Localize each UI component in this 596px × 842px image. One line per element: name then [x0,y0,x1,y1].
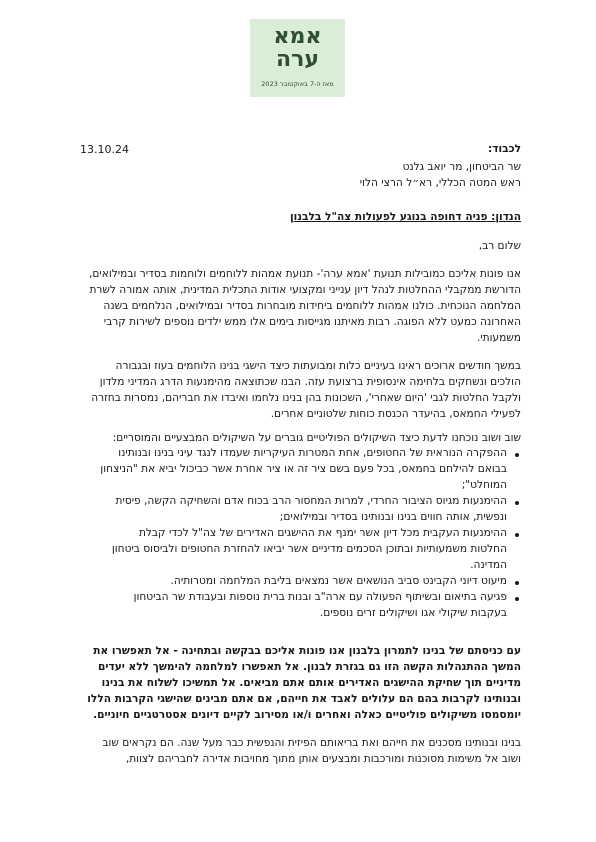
paragraph-line: לפעילי החמאס, בהיעדר הכנסת כוחות שלטוניים אחרים. [270,408,521,420]
paragraph-line: משמעותי. [476,332,521,344]
list-item-line: ההימנעות מגיוס הציבור החרדי, למרות המחסור הרב בכוח אדם והשחיקה הקשה, פיסית [115,495,507,507]
paragraph-line: הדורשת ממקבלי ההחלטות לנהל דיון ענייני ומקצועי אודות התכלית המדינית, אותה אמורה לשרת [89,284,521,296]
bullet-dot [515,581,519,585]
paragraph-line: ולקבל החלטות לגבי 'היום שאחרי', השכונות בהן בנינו נלחמו ואיבדו את חבריהם, נמסרות בחזרה [91,392,521,404]
list-item-line: ונפשית, אותה חווים בנינו ובנותינו בסדיר ובמילואים; [279,511,507,523]
bullet-dot [515,453,519,457]
paragraph-line: מדיניים תוך שחיקת ההישגים האדירים אותם אתם מביאים. אל תמשיכו לשלוח את בנינו [101,677,521,689]
logo-line-1: אמא [273,24,322,49]
list-item-line: ההימנעות העקבית מכל דיון אשר ימנף את ההישגים האדירים של צה"ל לכדי קבלת [138,527,507,539]
subject-line: הנדון: פניה דחופה בנוגע לפעולות צה"ל בלבנון [289,211,521,223]
paragraph-line: האחרונה כמעט ללא הפוגה. רבות מאיתנו מגייסות בימים אלו ממש ילדים נוספים לשירות קרבי [103,316,521,328]
addressee-line-2: ראש המטה הכללי, רא״ל הרצי הלוי [359,177,521,189]
list-item-line: פגיעה בתיאום ובשיתוף הפעולה עם ארה"ב ובנות ברית נוספות ובעבודת שר הביטחון [133,591,507,603]
paragraph-line: ובנותינו לקרבות בהם הם עלולים לאבד את חייהם, אם אתם מבינים שהישגי הקרבות הללו [87,693,521,705]
paragraph-line: המלחמה הנוכחית. כולנו אמהות ללוחמים ביחידות מובחרות בסדיר ובמילואים, הנלחמים בשנה [103,300,521,312]
bullet-dot [515,501,519,505]
addressee-line-1: שר הביטחון, מר יואב גלנט [402,161,521,173]
paragraph-line: במשך חודשים ארוכים ראינו בעיניים כלות ומבועתות כיצד הישגי בנינו הלוחמים בעוז ובגבורה [115,360,521,372]
logo-line-2: ערה [275,47,319,72]
addressee-label: לכבוד: [488,143,521,155]
list-item-line: בעקבות שיקולי אגו ושיקולים זרים נוספים. [319,607,507,619]
movement-logo [250,19,345,97]
letter-date: 13.10.24 [80,143,129,156]
list-item-line: בבואם להילחם בחמאס, בכל פעם בשם ציר זה או ציר אחרת אשר כביכול יביא את "הניצחון [100,463,507,475]
paragraph-line: יומסמסו משיקולים פוליטיים כאלה ואחרים ו/או מסירוב לקיים דיונים אסטרטגיים חיוניים. [93,709,521,721]
paragraph-line: אנו פונות אליכם כמובילות תנועת 'אמא ערה'- תנועת אמהות ללוחמים ולוחמות בסדיר ובמילואים, [89,268,521,280]
bullet-dot [515,533,519,537]
list-item-line: ההפקרה הנוראית של החטופים, אחת המטרות העיקריות שעמדו לנגד עיני בנינו ובנותינו [118,447,507,459]
list-item-line: המוחלט"; [461,479,507,491]
paragraph-line: המשך ההתנהלות הקשה הזו גם בגזרת לבנון. אל תאפשרו למלחמה להימשך ללא יעדים [97,661,521,673]
list-item-line: המדינה. [470,559,507,571]
list-item-line: מיעוט דיוני הקבינט סביב הנושאים אשר נמצאים בליבת המלחמה ומטרותיה. [170,575,507,587]
bullet-dot [515,597,519,601]
greeting: שלום רב, [478,240,521,252]
logo-tagline: מאז ה-7 באוקטובר 2023 [261,80,334,88]
paragraph-line: עם כניסתם של בנינו לתמרון בלבנון אנו פונות אליכם בבקשה ובתחינה - אל תאפשרו את [93,645,521,657]
paragraph-3: שוב ושוב נוכחנו לדעת כיצד השיקולים הפוליטיים גוברים על השיקולים המבצעיים והמוסריים: [112,432,521,444]
paragraph-line: בנינו ובנותינו מסכנים את חייהם ואת בריאותם הפיזית והנפשית כבר מעל שנה. הם נקראים שוב [102,737,521,749]
paragraph-line: ושוב אל משימות מסוכנות ומורכבות ומבצעים אותן מתוך מחויבות אדירה לחבריהם לצוות, [125,753,521,765]
list-item-line: החלטות משמעותיות ובתוכן הסכמים מדיניים אשר יביאו להחזרת החטופים ולביסוס ביטחון [111,543,507,555]
paragraph-line: הולכים ונשחקים בלחימה אינסופית ברצועת עזה. הבנו שכתוצאה מהימנעות הדרג המדיני מלדון [99,376,521,388]
